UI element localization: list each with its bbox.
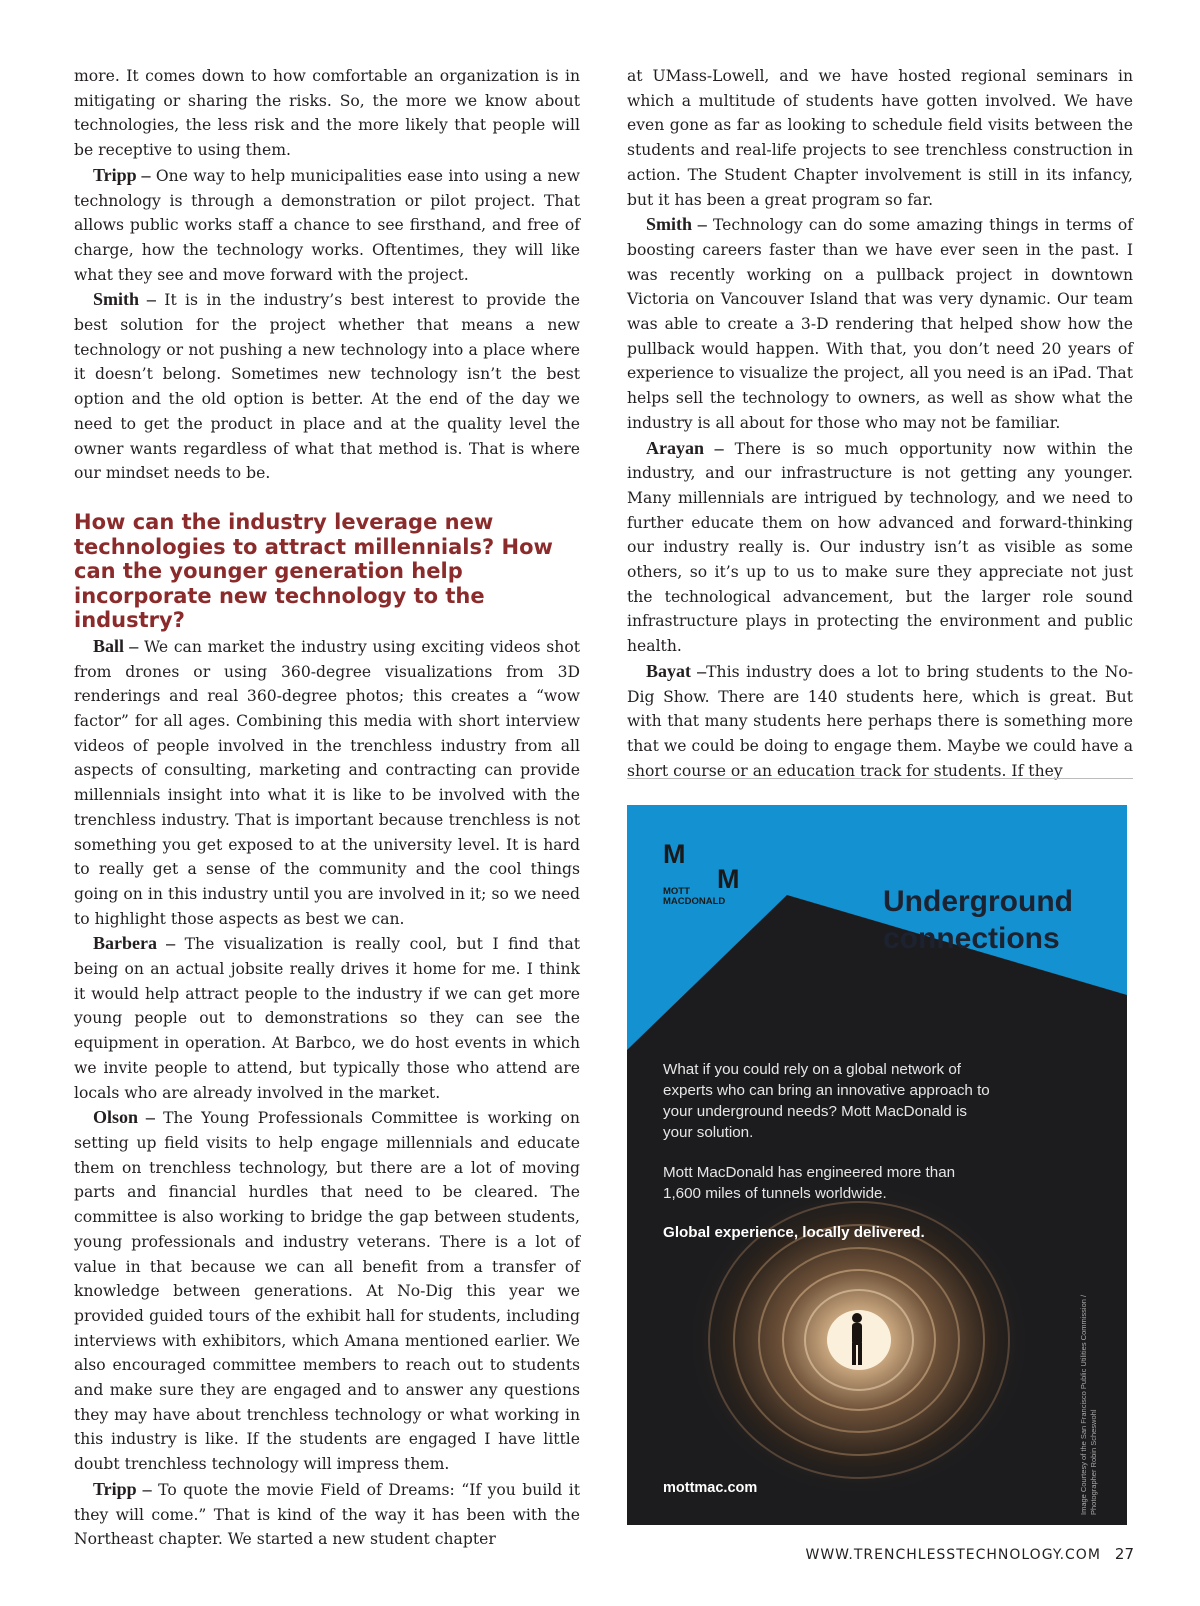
paragraph-text: It is in the industry’s best interest to provide the best solution for the project whether that means a new technology or not pushing a new technology into a place where it doesn’t belong. Sometimes new technology isn’t the best option and the old option is better. At the end of the day we need to get the product in place and at the quality level the owner wants regardless of what that method is. That is where our mindset needs to be. (74, 291, 580, 483)
speaker-name: Bayat – (646, 660, 707, 681)
paragraph-text: The Young Professionals Committee is working on setting up field visits to help engage millennials and educate them on trenchless technology, but there are a lot of moving parts and financial hurdles that need to be cleared. The committee is also working to bridge the gap between students, young professionals and industry veterans. There is a lot of value in that because we can all benefit from a transfer of knowledge between generations. At No-Dig this year we provided guided tours of the exhibit hall for students, including interviews with exhibitors, which Amana mentioned earlier. We also encouraged committee members to reach out to students and make sure they are engaged and to answer any questions they may have about trenchless technology or what working in this industry is like. If the students are engaged I have little doubt trenchless technology will impress them. (74, 1109, 580, 1474)
speaker-name: Ball – (93, 635, 139, 656)
paragraph-text: There is so much opportunity now within the industry, and our infrastructure is not getting any younger. Many millennials are intrigued by technology, and we need to further educate them on how advanced and forward-thinking our industry really is. Our industry isn’t as visible as some others, so it’s up to us to make sure they appreciate not just the technological advancement, but the larger role sound infrastructure plays in protecting the environment and public health. (627, 439, 1133, 656)
speaker-name: Smith – (93, 289, 156, 310)
left-text-column (74, 64, 580, 1552)
speaker-name: Arayan – (646, 437, 724, 458)
ad-body-paragraph: What if you could rely on a global network of experts who can bring an innovative approach to your underground needs? Mott MacDonald is your solution. (663, 1061, 990, 1141)
speaker-name: Smith – (646, 214, 707, 235)
paragraph (74, 1105, 580, 1477)
page-footer (806, 1545, 1135, 1563)
paragraph (627, 212, 1133, 435)
page-number: 27 (1114, 1545, 1134, 1563)
paragraph-text: This industry does a lot to bring students to the No-Dig Show. There are 140 students here, which is great. But with that many students here perhaps there is something more that we could be doing to engage them. Maybe we could have a short course or an education track for students. If they (627, 662, 1134, 780)
mott-macdonald-advertisement[interactable] (627, 805, 1127, 1525)
column-divider-rule (627, 778, 1133, 779)
speaker-name: Tripp – (93, 1478, 152, 1499)
paragraph: at UMass-Lowell, and we have hosted regional seminars in which a multitude of students have gotten involved. We have even gone as far as looking to schedule field visits between the students and real-life projects to see trenchless construction in action. The Student Chapter involvement is still in its infancy, but it has been a great program so far. (627, 67, 1133, 209)
right-text-column (627, 64, 1133, 783)
speaker-name: Olson – (93, 1107, 155, 1128)
paragraph (627, 659, 1133, 784)
ad-headline: Underground connections (883, 885, 1073, 955)
paragraph-text: The visualization is really cool, but I find that being on an actual jobsite really drives it home for me. I think it would help attract people to the industry if we can get more young people out to demonstrations so they can see the equipment in operation. At Barbco, we do host events in which we invite people to attend, but typically those who attend are locals who are already involved in the market. (74, 935, 581, 1102)
paragraph (74, 931, 580, 1105)
paragraph-text: We can market the industry using exciting videos shot from drones or using 360-degree visualizations from 3D renderings and real 360-degree photos; this creates a “wow factor” for all ages. Combining this media with short interview videos of people involved in the trenchless industry from all aspects of consulting, marketing and contracting can provide millennials insight into what it is like to be involved with the trenchless industry. That is important because trenchless is not something you get exposed to at the university level. It is hard to really get a sense of the community and the cool things going on in this industry until you are involved in it; so we need to highlight those aspects as best we can. (74, 637, 580, 928)
ad-body (663, 1059, 993, 1223)
speaker-name: Tripp – (93, 164, 151, 185)
paragraph (74, 287, 580, 486)
paragraph-text: Technology can do some amazing things in terms of boosting careers faster than we have ever seen in the past. I was recently working on a pullback project in downtown Victoria on Vancouver Island that was very dynamic. Our team was able to create a 3-D rendering that helped show how the pullback would happen. With that, you don’t need 20 years of experience to visualize the project, all you need is an iPad. That helps sell the technology to owners, as well as show what the industry is all about for those who may not be familiar. (627, 216, 1133, 432)
logo-wordmark: MOTT MACDONALD (663, 886, 726, 907)
photo-credit: Image Courtesy of the San Francisco Public Utilities Commission / Photographer Robin Scheswohl (1079, 1294, 1098, 1515)
ad-website-link[interactable]: mottmac.com (663, 1480, 758, 1496)
paragraph (74, 163, 580, 288)
ad-body-paragraph: Mott MacDonald has engineered more than 1,600 miles of tunnels worldwide. (663, 1164, 956, 1202)
paragraph (74, 634, 580, 931)
paragraph: more. It comes down to how comfortable an organization is in mitigating or sharing the risks. So, the more we know about technologies, the less risk and the more likely that people will be receptive to using them. (74, 67, 580, 160)
logo-letter: M (663, 839, 686, 869)
paragraph (74, 1477, 580, 1552)
logo-letter: M (717, 864, 740, 894)
ad-tagline: Global experience, locally delivered. (663, 1224, 925, 1241)
section-question-heading: How can the industry leverage new technologies to attract millennials? How can the younger generation help incorporate new technology to the industry? (74, 509, 553, 633)
speaker-name: Barbera – (93, 933, 176, 954)
footer-website: WWW.TRENCHLESSTECHNOLOGY.COM (805, 1547, 1101, 1563)
paragraph-text: One way to help municipalities ease into using a new technology is through a demonstration or pilot project. That allows public works staff a chance to see firsthand, and free of charge, how the technology works. Oftentimes, they will like what they see and move forward with the project. (74, 166, 580, 284)
paragraph-text: To quote the movie Field of Dreams: “If you build it they will come.” That is kind of the way it has been with the Northeast chapter. We started a new student chapter (74, 1480, 580, 1549)
paragraph (627, 436, 1133, 659)
